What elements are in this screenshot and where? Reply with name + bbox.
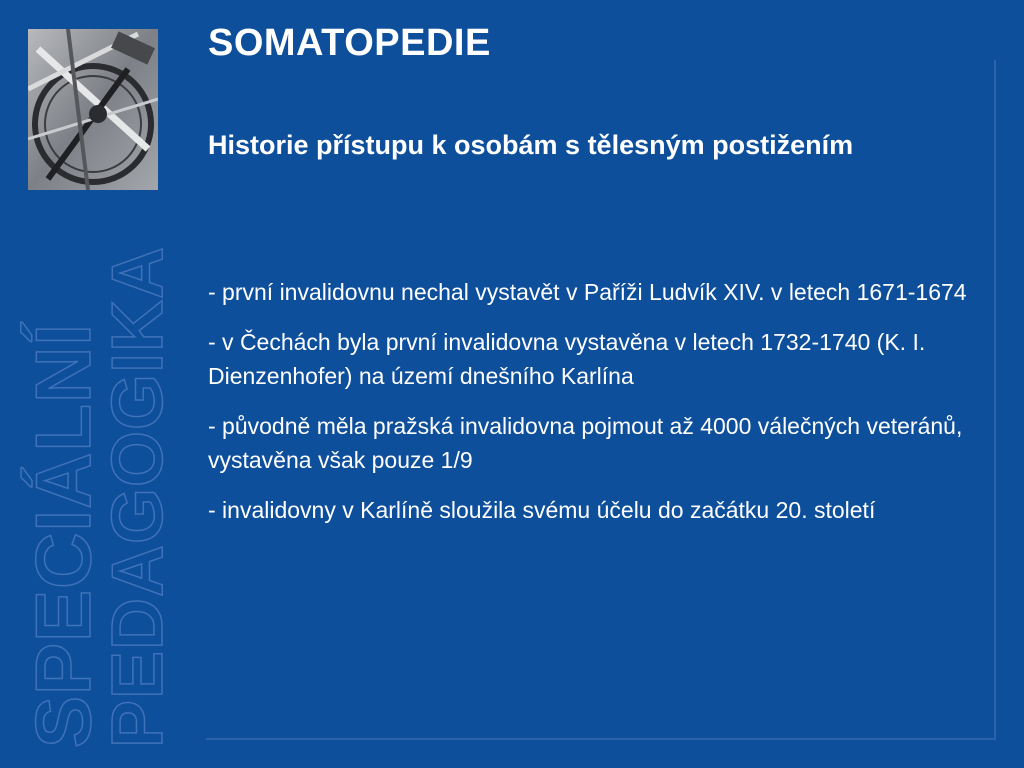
frame-bottom-line [206,738,996,740]
slide-title: SOMATOPEDIE [208,22,491,64]
bullet-list [208,275,978,543]
bullet-item: - první invalidovnu nechal vystavět v Paříži Ludvík XIV. v letech 1671-1674 [208,279,967,305]
bullet-item: - invalidovny v Karlíně sloužila svému účelu do začátku 20. století [208,497,876,523]
bullet-item: - původně měla pražská invalidovna pojmout až 4000 válečných veteránů, vystavěna však pouze 1/9 [208,413,963,473]
vertical-text-specialni: SPECIÁLNÍ [19,322,107,748]
vertical-text-pedagogika: PEDAGOGIKA [98,245,178,748]
wheelchair-photo [28,29,158,190]
slide-subtitle: Historie přístupu k osobám s tělesným postižením [208,130,854,160]
frame-right-line [994,60,996,740]
bullet-item: - v Čechách byla první invalidovna vystavěna v letech 1732-1740 (K. I. Dienzenhofer) na území dnešního Karlína [208,329,926,389]
